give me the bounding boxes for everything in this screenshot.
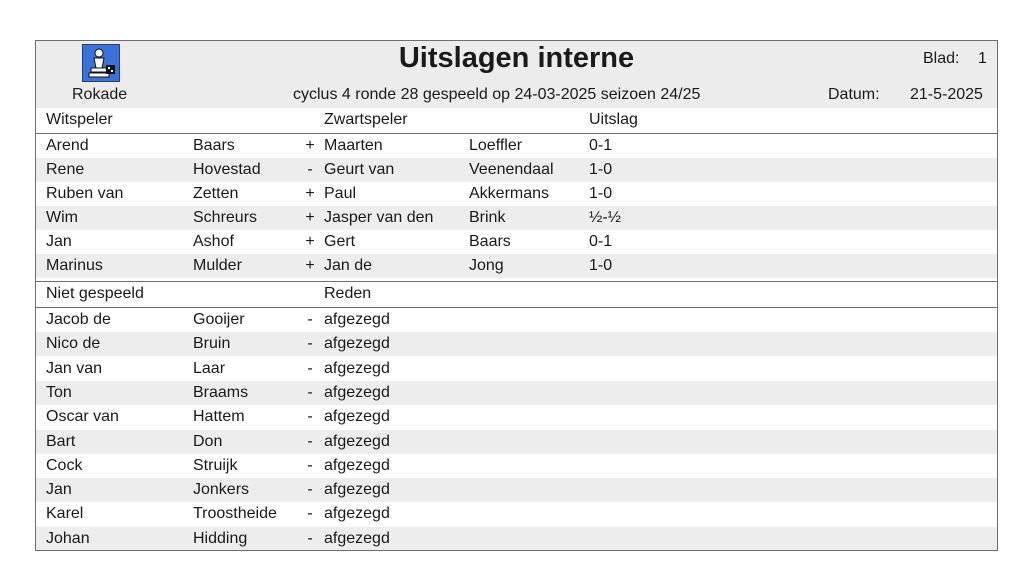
color-sign: +: [305, 209, 315, 226]
absence-reason: afgezegd: [324, 432, 390, 450]
white-first-name: Arend: [46, 137, 89, 154]
dash-sign: -: [307, 529, 313, 547]
not-played-header: Niet gespeeld: [46, 285, 144, 302]
reason-header: Reden: [324, 285, 372, 302]
game-result: ½-½: [589, 209, 622, 226]
player-last-name: Braams: [193, 383, 249, 401]
black-first-name: Jasper van den: [324, 209, 434, 226]
sheet-number-value: 1: [978, 50, 987, 67]
table-row: [36, 182, 997, 206]
table-row: [36, 134, 997, 158]
black-player-header: Zwartspeler: [324, 111, 408, 128]
table-row: [36, 357, 997, 381]
dash-sign: -: [307, 408, 313, 426]
color-sign: +: [305, 257, 315, 274]
game-result: 0-1: [589, 233, 613, 250]
player-first-name: Cock: [46, 456, 83, 474]
table-row: [36, 502, 997, 526]
date-value: 21-5-2025: [910, 86, 983, 103]
white-last-name: Ashof: [193, 233, 234, 250]
results-header-row: [36, 108, 997, 134]
player-last-name: Hidding: [193, 529, 248, 547]
absence-reason: afgezegd: [324, 335, 390, 353]
color-sign: -: [307, 161, 313, 178]
absence-reason: afgezegd: [324, 359, 390, 377]
white-last-name: Schreurs: [193, 209, 258, 226]
dash-sign: -: [307, 311, 313, 328]
color-sign: +: [305, 185, 315, 202]
table-row: [36, 478, 997, 502]
white-player-header: Witspeler: [46, 111, 113, 128]
player-last-name: Laar: [193, 359, 226, 377]
absence-reason: afgezegd: [324, 408, 390, 426]
black-first-name: Geurt van: [324, 161, 395, 178]
player-first-name: Ton: [46, 383, 72, 401]
white-first-name: Marinus: [46, 257, 103, 274]
absence-reason: afgezegd: [324, 311, 390, 328]
black-first-name: Gert: [324, 233, 356, 250]
sheet-number-label: Blad:: [923, 50, 960, 67]
black-last-name: Jong: [469, 257, 504, 274]
absence-reason: afgezegd: [324, 529, 390, 547]
player-first-name: Oscar van: [46, 408, 119, 426]
white-last-name: Hovestad: [193, 161, 261, 178]
game-result: 1-0: [589, 185, 613, 202]
dash-sign: -: [307, 383, 313, 401]
game-result: 1-0: [589, 257, 613, 274]
player-first-name: Jan van: [46, 359, 103, 377]
player-first-name: Bart: [46, 432, 76, 450]
date-label: Datum:: [828, 86, 880, 103]
dash-sign: -: [307, 432, 313, 450]
sheet-header: [36, 41, 997, 109]
page-title: Uitslagen interne: [398, 42, 635, 74]
not-played-header-row: [36, 281, 997, 308]
dash-sign: -: [307, 359, 313, 377]
player-first-name: Nico de: [46, 335, 101, 353]
dash-sign: -: [307, 456, 313, 474]
player-last-name: Gooijer: [193, 311, 245, 328]
black-last-name: Veenendaal: [469, 161, 554, 178]
black-last-name: Baars: [469, 233, 511, 250]
player-last-name: Jonkers: [193, 481, 250, 499]
table-row: [36, 381, 997, 405]
absence-reason: afgezegd: [324, 481, 390, 499]
round-info: cyclus 4 ronde 28 gespeeld op 24-03-2025 seizoen 24/25: [293, 86, 701, 103]
player-last-name: Struijk: [193, 456, 238, 474]
table-row: [36, 230, 997, 254]
dash-sign: -: [307, 505, 313, 523]
table-row: [36, 430, 997, 454]
black-last-name: Brink: [469, 209, 506, 226]
white-first-name: Ruben van: [46, 185, 124, 202]
results-sheet: [35, 40, 998, 551]
player-first-name: Jacob de: [46, 311, 111, 328]
white-last-name: Zetten: [193, 185, 239, 202]
color-sign: +: [305, 137, 315, 154]
table-row: [36, 527, 997, 551]
black-last-name: Akkermans: [469, 185, 550, 202]
dash-sign: -: [307, 335, 313, 353]
player-last-name: Hattem: [193, 408, 245, 426]
player-last-name: Bruin: [193, 335, 231, 353]
table-row: [36, 206, 997, 230]
black-first-name: Paul: [324, 185, 357, 202]
player-first-name: Karel: [46, 505, 84, 523]
absence-reason: afgezegd: [324, 505, 390, 523]
color-sign: +: [305, 233, 315, 250]
white-first-name: Rene: [46, 161, 85, 178]
player-last-name: Don: [193, 432, 223, 450]
table-row: [36, 254, 997, 278]
table-row: [36, 308, 997, 332]
white-last-name: Baars: [193, 137, 235, 154]
player-last-name: Troostheide: [193, 505, 277, 523]
dash-sign: -: [307, 481, 313, 499]
player-first-name: Johan: [46, 529, 90, 547]
table-row: [36, 405, 997, 429]
white-first-name: Jan: [46, 233, 72, 250]
white-first-name: Wim: [46, 209, 78, 226]
black-last-name: Loeffler: [469, 137, 523, 154]
black-first-name: Jan de: [324, 257, 373, 274]
absence-reason: afgezegd: [324, 456, 390, 474]
table-row: [36, 332, 997, 356]
table-row: [36, 158, 997, 182]
game-result: 1-0: [589, 161, 613, 178]
club-name: Rokade: [72, 86, 128, 103]
absence-reason: afgezegd: [324, 383, 390, 401]
table-row: [36, 454, 997, 478]
black-first-name: Maarten: [324, 137, 383, 154]
player-first-name: Jan: [46, 481, 72, 499]
result-header: Uitslag: [589, 111, 638, 128]
game-result: 0-1: [589, 137, 613, 154]
white-last-name: Mulder: [193, 257, 242, 274]
